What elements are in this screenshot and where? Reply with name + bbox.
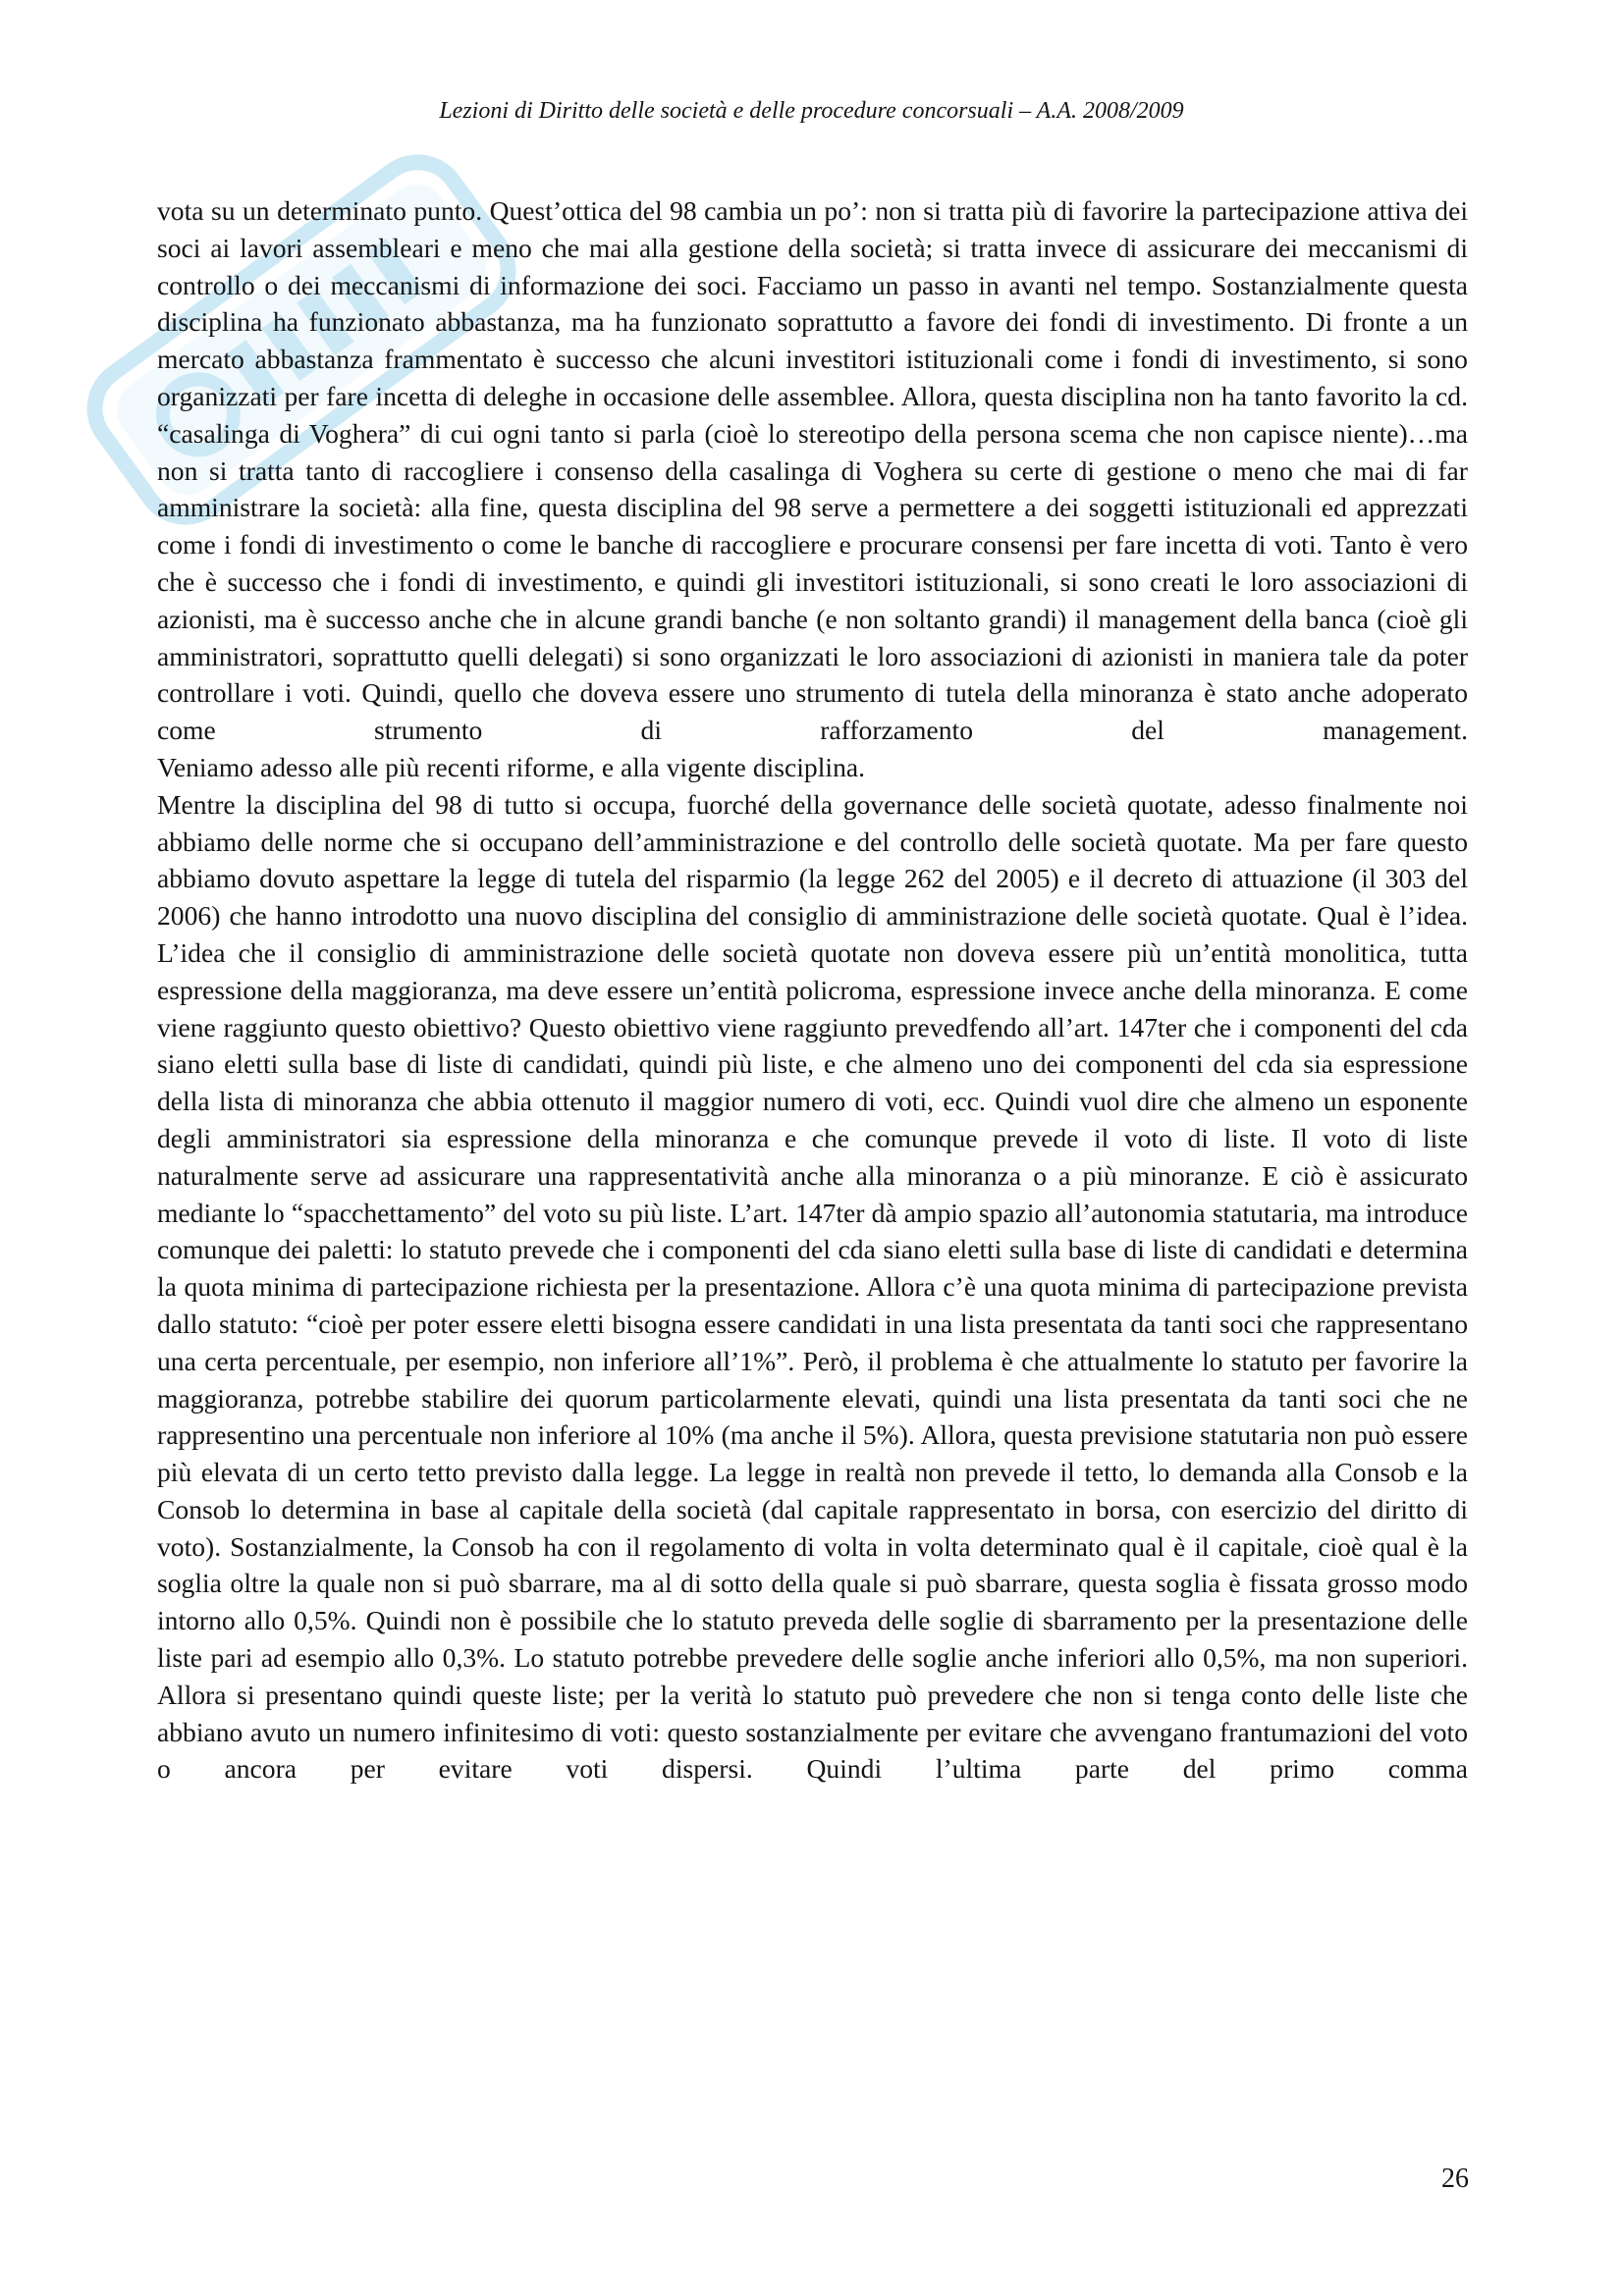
text-line: mediante lo “spacchettamento” del voto su più liste. L’art. 147ter dà ampio spazio all’autonomia (157, 1197, 1206, 1228)
text-line: tratta invece di assicurare dei meccanismi di controllo o dei meccanismi di informazione dei soci. (157, 232, 1468, 300)
text-line: frantumazioni del voto o ancora per evitare voti dispersi. Quindi l’ultima parte del primo comma (157, 1716, 1468, 1785)
text-line: delle soglie di sbarramento per la presentazione delle liste pari ad esempio allo 0,3%. Lo statuto (157, 1605, 1469, 1674)
text-line: abbastanza, ma ha funzionato soprattutto a favore dei fondi di investimento. Di fronte a un mercato (157, 306, 1468, 375)
text-line: all’art. 147ter che i componenti del cda siano eletti sulla base di liste di candidati, quindi più liste, e (157, 1011, 1468, 1080)
text-line: favorire la maggioranza, potrebbe stabilire dei quorum particolarmente elevati, quindi una lista (157, 1345, 1469, 1414)
text-line: quindi queste liste; per la verità lo statuto può prevedere che non si tenga conto delle liste che (393, 1679, 1468, 1710)
text-line: abbiano avuto un numero infinitesimo di voti: questo sostanzialmente per evitare che avvengano (157, 1716, 1213, 1747)
text-line: Allora, questa previsione statutaria non può essere più elevata di un certo tetto previsto dalla legge. (157, 1419, 1468, 1488)
text-line: che almeno uno dei componenti del cda sia espressione della lista di minoranza che abbia ottenuto il (157, 1048, 1469, 1117)
text-line: maggior numero di voti, ecc. Quindi vuol dire che almeno un esponente degli amministratori sia (157, 1086, 1468, 1153)
text-line: soprattutto quelli delegati) si sono organizzati le loro associazioni di azionisti in maniera tale da (332, 640, 1404, 671)
text-line: grandi banche (e non soltanto grandi) il management della banca (cioè gli amministratori, (157, 603, 1468, 671)
text-line: La legge in realtà non prevede il tetto, lo demanda alla Consob e la Consob lo determina in base al (157, 1457, 1468, 1524)
paragraph (157, 192, 1468, 749)
text-line: stereotipo della persona scema che non capisce niente)…ma non si tratta tanto di raccogliere i (157, 417, 1468, 486)
text-line: disciplina del consiglio di amministrazione delle società quotate. Qual è l’idea. L’idea che il (157, 900, 1468, 968)
text-line: Mentre la disciplina del 98 di tutto si occupa, fuorché della governance delle società quotate, adesso (157, 788, 1297, 820)
page-number: 26 (1441, 2163, 1469, 2194)
text-line: espressione della maggioranza, ma deve essere un’entità policroma, espressione invece anche della (157, 974, 1247, 1005)
text-line: minoranza. E come viene raggiunto questo obiettivo? Questo obiettivo viene raggiunto prevedfendo (157, 974, 1468, 1042)
text-line: consenso della casalinga di Voghera su certe di gestione o meno che mai di far amministrare la (157, 454, 1468, 523)
text-line: Veniamo adesso alle più recenti riforme, e alla vigente disciplina. (157, 751, 866, 782)
text-line: eletti sulla base di liste di candidati e determina la quota minima di partecipazione richiesta per la (157, 1234, 1469, 1303)
text-line: si sono organizzati per fare incetta di deleghe in occasione delle assemblee. Allora, questa (157, 344, 1468, 411)
text-line: Facciamo un passo in avanti nel tempo. Sostanzialmente questa disciplina ha funzionato (157, 269, 1468, 338)
text-line: apprezzati come i fondi di investimento o come le banche di raccogliere e procurare consensi per (157, 492, 1468, 561)
text-line: Sostanzialmente, la Consob ha con il regolamento di volta in volta determinato qual è il capitale, (230, 1530, 1310, 1562)
text-line: statutaria, ma introduce comunque dei paletti: lo statuto prevede che i componenti del cda siano (157, 1197, 1468, 1265)
text-line: stato anche adoperato come strumento di rafforzamento del management. (157, 677, 1469, 746)
text-line: società: alla fine, questa disciplina del 98 serve a permettere a dei soggetti istituzionali ed (338, 492, 1347, 523)
text-line: vota su un determinato punto. Quest’ottica del 98 cambia un po’: non si tratta più di favorire la (157, 195, 1195, 226)
text-line: questa soglia è fissata grosso modo intorno allo 0,5%. Quindi non è possibile che lo statuto preveda (157, 1568, 1468, 1636)
paragraph (157, 749, 1468, 786)
text-line: fare incetta di voti. Tanto è vero che è successo che i fondi di investimento, e quindi gli investitori (157, 529, 1468, 597)
running-header: Lezioni di Diritto delle società e delle procedure concorsuali – A.A. 2008/2009 (439, 98, 1184, 124)
text-line: presentata da tanti soci che ne rappresentino una percentuale non inferiore al 10% (ma anche il 5%). (157, 1382, 1468, 1451)
text-line: presentazione. Allora c’è una quota minima di partecipazione prevista dallo statuto: “cioè per poter (157, 1271, 1469, 1339)
text-line: consiglio di amministrazione delle società quotate non doveva essere più un’entità monolitica, tutta (316, 936, 1469, 968)
text-line: legge 262 del 2005) e il decreto di attuazione (il 303 del 2006) che hanno introdotto una nuovo (157, 863, 1468, 932)
text-line: cioè qual è la soglia oltre la quale non si può sbarrare, ma al di sotto della quale si può sbarrare, (157, 1530, 1468, 1599)
text-line: partecipazione attiva dei soci ai lavori assembleari e meno che mai alla gestione della società; si (157, 195, 1468, 263)
text-line: istituzionali, si sono creati le loro associazioni di azionisti, ma è successo anche che in alcune (157, 565, 1468, 634)
text-line: espressione della minoranza e che comunque prevede il voto di liste. Il voto di liste naturalmente (157, 1122, 1468, 1191)
text-line: abbastanza frammentato è successo che alcuni investitori istituzionali come i fondi di investimento, (254, 344, 1379, 375)
text-line: capitale della società (dal capitale rappresentato in borsa, con esercizio del diritto di voto). (157, 1493, 1468, 1562)
text-line: percentuale, per esempio, non inferiore all’1%”. Però, il problema è che attualmente lo statuto per (265, 1345, 1347, 1376)
paragraph (157, 786, 1468, 1789)
text-line: poter controllare i voti. Quindi, quello che doveva essere uno strumento di tutela della minoranza è (157, 640, 1469, 709)
text-line: società quotate. Ma per fare questo abbiamo dovuto aspettare la legge di tutela del risparmio (la (157, 826, 1469, 894)
text-line: potrebbe prevedere delle soglie anche inferiori allo 0,5%, ma non superiori. Allora si presentano (157, 1642, 1468, 1710)
text-line: serve ad assicurare una rappresentatività anche alla minoranza o a più minoranze. E ciò è assicurato (310, 1159, 1468, 1191)
text-line: essere eletti bisogna essere candidati in una lista presentata da tanti soci che rappresentano una certa (157, 1308, 1468, 1376)
document-body (157, 192, 1468, 1788)
text-line: finalmente noi abbiamo delle norme che si occupano dell’amministrazione e del controllo delle (157, 788, 1468, 857)
text-line: disciplina non ha tanto favorito la cd. “casalinga di Voghera” di cui ogni tanto si parla (cioè lo (157, 380, 1468, 449)
